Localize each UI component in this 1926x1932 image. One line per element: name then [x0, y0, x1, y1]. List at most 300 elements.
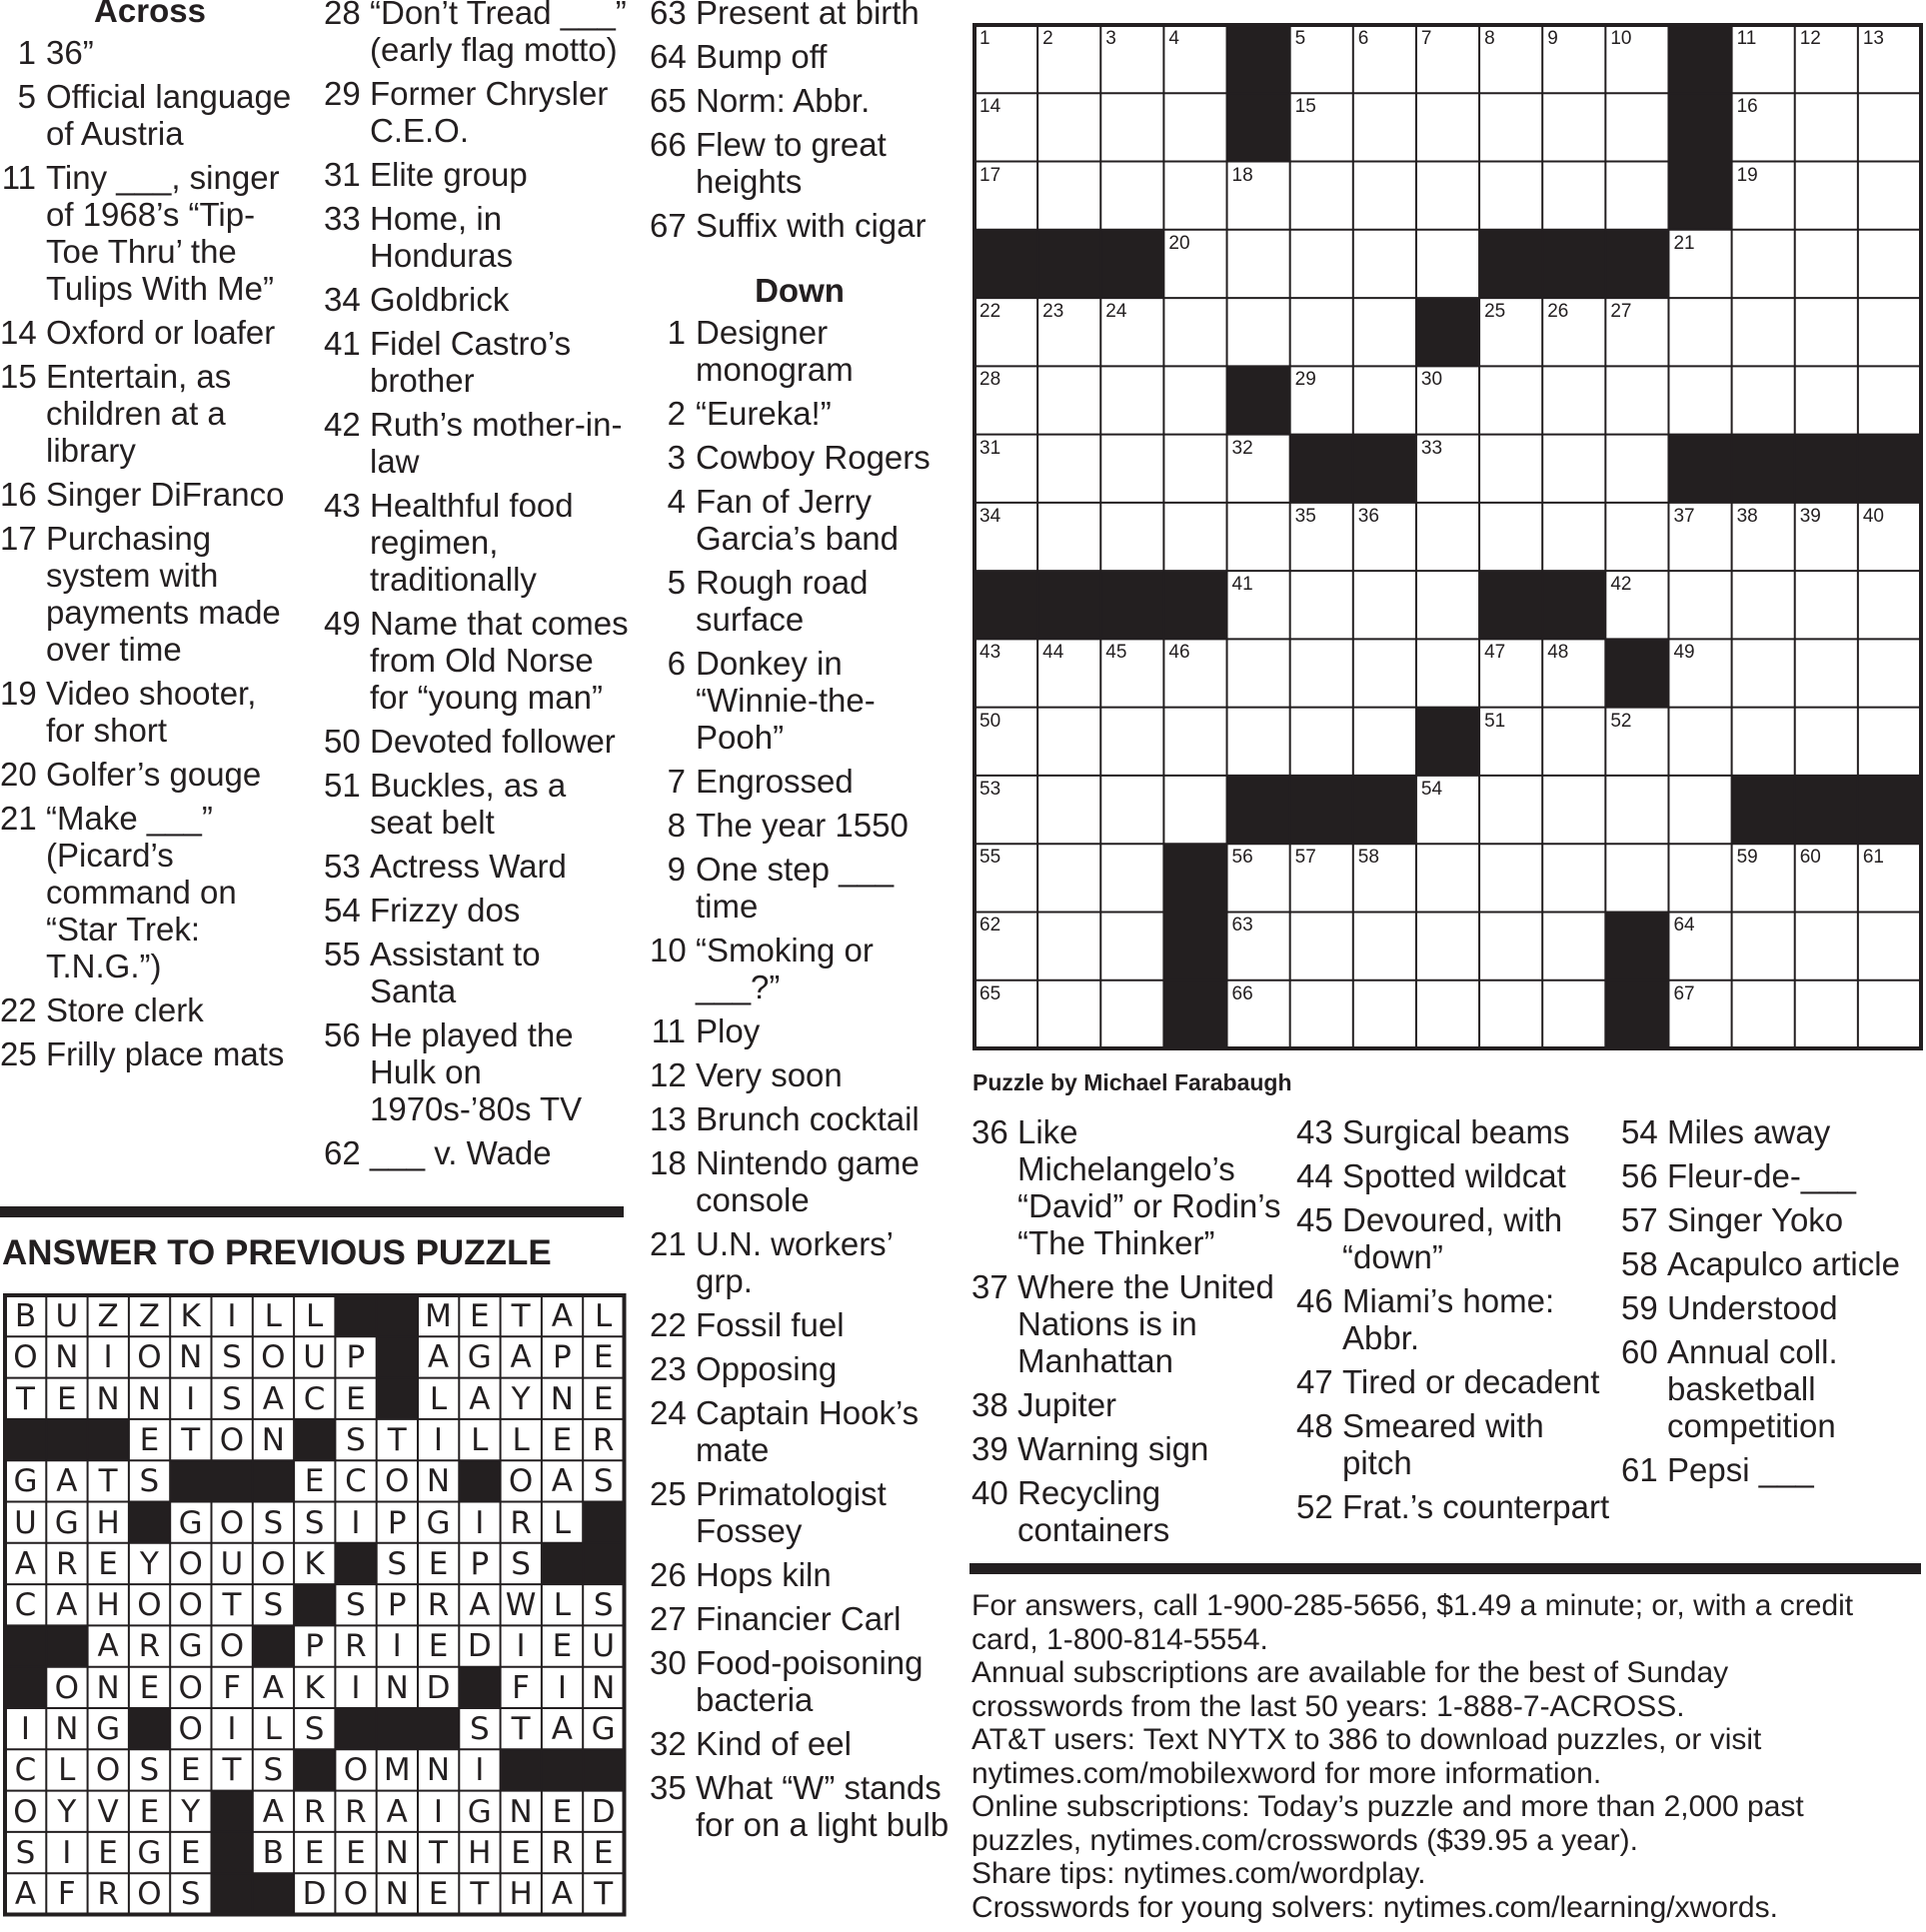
answer-letter: I: [475, 1504, 485, 1541]
clue-text: Official language of Austria: [46, 78, 292, 152]
answer-letter: T: [98, 1463, 118, 1500]
answer-letter: P: [387, 1504, 407, 1541]
clue-item: [1621, 1245, 1921, 1282]
answer-letter: E: [304, 1463, 325, 1500]
clue-item: [324, 605, 634, 716]
clue-text: Buckles, as a seat belt: [370, 767, 567, 841]
black-square: [1163, 571, 1226, 639]
clue-text: 36”: [46, 34, 94, 71]
answer-letter: I: [227, 1298, 237, 1334]
clue-item: [324, 0, 634, 68]
clue-text: Flew to great heights: [696, 126, 887, 200]
clue-number: 38: [971, 1386, 1008, 1423]
black-square: [5, 1667, 46, 1708]
answer-letter: A: [551, 1876, 573, 1913]
clue-number: 43: [1296, 1113, 1333, 1150]
grid-cell-number: 40: [1862, 505, 1884, 527]
answer-letter: I: [351, 1669, 361, 1706]
answer-letter: D: [302, 1876, 327, 1913]
clue-text: Annual coll. basketball competition: [1667, 1333, 1838, 1444]
answer-letter: R: [592, 1421, 615, 1458]
clue-number: 29: [324, 75, 361, 112]
clue-item: [650, 1056, 950, 1093]
grid-cell-number: 59: [1736, 847, 1758, 869]
black-square: [253, 1460, 294, 1501]
answer-letter: T: [511, 1298, 531, 1334]
clue-item: [650, 207, 950, 244]
clue-item: [650, 1394, 950, 1468]
grid-cell-number: 58: [1357, 847, 1379, 869]
answer-letter: N: [385, 1876, 409, 1913]
clue-number: 8: [667, 807, 686, 844]
grid-cell-number: 34: [979, 505, 1001, 527]
black-square: [583, 1543, 624, 1584]
black-square: [1668, 435, 1731, 503]
clue-number: 56: [1621, 1157, 1658, 1194]
clue-number: 18: [650, 1144, 687, 1181]
answer-letter: E: [180, 1752, 201, 1789]
clue-text: Nintendo game console: [696, 1144, 920, 1218]
answer-letter: E: [139, 1793, 160, 1830]
answer-letter: A: [262, 1380, 284, 1417]
info-line: Annual subscriptions are available for the best of Sunday: [971, 1656, 1729, 1689]
black-square: [212, 1832, 253, 1873]
answer-letter: B: [262, 1834, 284, 1871]
clue-number: 22: [650, 1306, 687, 1343]
answer-letter: E: [98, 1834, 118, 1871]
clue-text: Kind of eel: [696, 1725, 852, 1762]
clue-text: The year 1550: [696, 807, 909, 844]
clue-number: 49: [324, 605, 361, 642]
grid-cell-number: 27: [1610, 301, 1632, 323]
answer-letter: Y: [181, 1793, 201, 1830]
clue-number: 9: [667, 851, 686, 888]
answer-letter: R: [97, 1876, 119, 1913]
clue-item: [324, 487, 634, 598]
grid-cell-number: 2: [1042, 28, 1053, 49]
clue-number: 64: [650, 38, 687, 75]
answer-letter: E: [57, 1380, 77, 1417]
answer-letter: E: [552, 1421, 573, 1458]
grid-cell-number: 24: [1105, 301, 1127, 323]
answer-letter: U: [592, 1628, 616, 1665]
clue-item: [650, 1350, 950, 1387]
clue-text: Fidel Castro’s brother: [370, 325, 572, 399]
clue-number: 56: [324, 1016, 361, 1053]
answer-letter: L: [471, 1421, 489, 1458]
answer-letter: N: [179, 1339, 203, 1376]
clue-item: [1296, 1157, 1616, 1194]
grid-cell-number: 52: [1610, 710, 1632, 732]
answer-letter: I: [516, 1628, 526, 1665]
grid-cell-number: 56: [1231, 847, 1253, 869]
black-square: [1479, 571, 1542, 639]
clue-number: 36: [971, 1113, 1008, 1150]
answer-letter: N: [261, 1421, 285, 1458]
grid-cell-number: 49: [1673, 642, 1695, 664]
answer-letter: E: [139, 1421, 160, 1458]
clue-item: [324, 200, 634, 274]
across-down-clues-column: [650, 0, 950, 1850]
clue-text: Frat.’s counterpart: [1342, 1488, 1610, 1525]
grid-cell-number: 41: [1231, 574, 1253, 596]
grid-cell-number: 6: [1357, 28, 1369, 49]
black-square: [1858, 776, 1921, 844]
black-square: [418, 1708, 459, 1749]
black-square: [1227, 93, 1290, 161]
clue-number: 5: [667, 564, 686, 601]
clue-item: [0, 159, 300, 307]
answer-letter: O: [13, 1339, 38, 1376]
clue-text: Video shooter, for short: [46, 675, 257, 749]
clue-text: Suffix with cigar: [696, 207, 927, 244]
answer-letter: U: [14, 1504, 37, 1541]
clue-item: [650, 1600, 950, 1637]
answer-letter: S: [593, 1463, 614, 1500]
grid-cell-number: 54: [1420, 778, 1443, 800]
grid-cell-number: 17: [979, 164, 1001, 186]
answer-letter: I: [227, 1711, 237, 1747]
answer-letter: O: [13, 1793, 38, 1830]
clue-number: 45: [1296, 1201, 1333, 1238]
down-clues-column-2: [971, 1113, 1291, 1555]
answer-letter: O: [343, 1876, 369, 1913]
answer-letter: O: [508, 1463, 534, 1500]
clue-number: 27: [650, 1600, 687, 1637]
answer-letter: N: [385, 1669, 409, 1706]
clue-text: Smeared with pitch: [1342, 1407, 1544, 1481]
black-square: [1668, 162, 1731, 230]
clue-text: Opposing: [696, 1350, 838, 1387]
clue-item: [650, 1100, 950, 1137]
clue-item: [324, 1016, 634, 1127]
divider-rule: [0, 1206, 624, 1217]
clue-text: Oxford or loafer: [46, 314, 276, 351]
black-square: [1290, 776, 1353, 844]
black-square: [1227, 25, 1290, 93]
clue-list: [971, 1113, 1291, 1548]
answer-letter: I: [392, 1628, 402, 1665]
black-square: [542, 1749, 583, 1790]
answer-letter: G: [426, 1504, 451, 1541]
clue-text: Frilly place mats: [46, 1035, 285, 1072]
clue-number: 60: [1621, 1333, 1658, 1370]
clue-item: [1296, 1201, 1616, 1275]
black-square: [253, 1625, 294, 1666]
clue-text: Designer monogram: [696, 314, 854, 388]
clue-text: Present at birth: [696, 0, 920, 31]
answer-letter: I: [103, 1339, 113, 1376]
clue-text: Former Chrysler C.E.O.: [370, 75, 609, 149]
answer-letter: C: [14, 1587, 37, 1624]
clue-text: Rough road surface: [696, 564, 869, 638]
answer-letter: S: [263, 1752, 284, 1789]
clue-number: 12: [650, 1056, 687, 1093]
answer-letter: F: [57, 1876, 76, 1913]
black-square: [459, 1460, 500, 1501]
clue-text: Surgical beams: [1342, 1113, 1570, 1150]
clue-text: Miami’s home: Abbr.: [1342, 1282, 1555, 1356]
answer-letter: O: [178, 1545, 203, 1582]
clue-item: [650, 0, 950, 31]
answer-letter: A: [56, 1587, 78, 1624]
answer-letter: L: [595, 1298, 613, 1334]
clue-number: 59: [1621, 1289, 1658, 1326]
grid-cell-number: 10: [1610, 28, 1632, 49]
clue-number: 54: [324, 892, 361, 929]
answer-letter: I: [475, 1752, 485, 1789]
clue-item: [650, 564, 950, 638]
clue-item: [0, 314, 300, 351]
black-square: [129, 1708, 170, 1749]
answer-letter: O: [219, 1628, 245, 1665]
answer-letter: O: [384, 1463, 410, 1500]
answer-letter: S: [304, 1711, 325, 1747]
clue-number: 51: [324, 767, 361, 804]
clue-number: 35: [650, 1769, 687, 1806]
answer-letter: I: [433, 1421, 444, 1458]
answer-letter: Y: [139, 1545, 159, 1582]
clue-number: 25: [0, 1035, 37, 1072]
clue-number: 20: [0, 756, 37, 793]
clue-number: 21: [0, 800, 37, 837]
clue-item: [1621, 1201, 1921, 1238]
clue-text: Cowboy Rogers: [696, 439, 931, 476]
answer-letter: A: [56, 1463, 78, 1500]
black-square: [542, 1543, 583, 1584]
clue-text: Bump off: [696, 38, 828, 75]
answer-letter: G: [137, 1834, 162, 1871]
answer-letter: F: [223, 1669, 241, 1706]
answer-letter: B: [14, 1298, 37, 1334]
clue-list: [1296, 1113, 1616, 1525]
black-square: [88, 1419, 129, 1460]
clue-number: 28: [324, 0, 361, 31]
answer-letter: I: [557, 1669, 567, 1706]
answer-letter: M: [425, 1298, 452, 1334]
clue-number: 39: [971, 1430, 1008, 1467]
answer-letter: S: [222, 1380, 242, 1417]
clue-item: [971, 1474, 1291, 1548]
clue-number: 11: [1, 159, 36, 196]
clue-item: [650, 1769, 950, 1843]
down-clues-column-4: [1621, 1113, 1921, 1495]
answer-letter: E: [593, 1339, 614, 1376]
grid-cell-number: 55: [979, 847, 1001, 869]
answer-letter: A: [14, 1876, 37, 1913]
answer-letter: C: [345, 1463, 367, 1500]
answer-letter: T: [222, 1752, 242, 1789]
clue-text: Jupiter: [1017, 1386, 1117, 1423]
answer-letter: S: [346, 1587, 366, 1624]
info-line: nytimes.com/mobilexword for more information.: [971, 1756, 1602, 1790]
clue-text: Tired or decadent: [1342, 1363, 1600, 1400]
answer-letter: S: [180, 1876, 201, 1913]
black-square: [294, 1749, 335, 1790]
clue-item: [0, 34, 300, 71]
answer-letter: A: [97, 1628, 119, 1665]
grid-cell-number: 1: [979, 28, 990, 49]
clue-list: [650, 314, 950, 1843]
clue-text: Assistant to Santa: [370, 936, 541, 1009]
grid-cell-number: 4: [1168, 28, 1179, 49]
black-square: [974, 571, 1037, 639]
clue-item: [650, 1644, 950, 1718]
clue-item: [1296, 1363, 1616, 1400]
clue-item: [0, 520, 300, 668]
clue-number: 1: [667, 314, 686, 351]
answer-letter: L: [58, 1752, 76, 1789]
answer-letter: E: [139, 1669, 160, 1706]
answer-letter: G: [13, 1463, 38, 1500]
clue-number: 21: [650, 1225, 687, 1262]
clue-item: [324, 406, 634, 480]
black-square: [974, 230, 1037, 298]
clue-number: 22: [0, 991, 37, 1028]
answer-letter: E: [428, 1876, 449, 1913]
answer-letter: L: [429, 1380, 448, 1417]
answer-letter: V: [97, 1793, 119, 1830]
grid-cell-number: 38: [1736, 505, 1758, 527]
clue-item: [650, 1306, 950, 1343]
answer-letter: N: [426, 1752, 451, 1789]
clue-text: Hops kiln: [696, 1556, 832, 1593]
clue-text: “Smoking or ___?”: [696, 932, 874, 1005]
clue-number: 37: [971, 1268, 1008, 1305]
crossword-grid-lines: [972, 23, 1923, 1050]
clue-text: One step ___ time: [696, 851, 895, 925]
answer-letter: G: [96, 1711, 121, 1747]
clue-number: 42: [324, 406, 361, 443]
grid-cell-number: 53: [979, 778, 1001, 800]
grid-cell-number: 26: [1547, 301, 1569, 323]
answer-letter: S: [222, 1339, 242, 1376]
answer-letter: S: [15, 1834, 36, 1871]
answer-letter: K: [304, 1669, 325, 1706]
clue-item: [1621, 1333, 1921, 1444]
grid-cell-number: 44: [1042, 642, 1064, 664]
grid-cell-number: 18: [1231, 164, 1253, 186]
answer-letter: A: [469, 1380, 491, 1417]
black-square: [377, 1295, 418, 1336]
clue-list: [1621, 1113, 1921, 1488]
black-square: [335, 1708, 376, 1749]
black-square: [1290, 435, 1353, 503]
answer-letter: N: [137, 1380, 161, 1417]
clue-number: 52: [1296, 1488, 1333, 1525]
clue-number: 16: [0, 476, 37, 513]
black-square: [1416, 298, 1479, 366]
black-square: [1605, 912, 1668, 979]
grid-cell-number: 48: [1547, 642, 1569, 664]
clue-number: 61: [1621, 1451, 1658, 1488]
grid-cell-number: 15: [1294, 96, 1316, 118]
clue-item: [0, 78, 300, 152]
answer-letter: A: [551, 1711, 573, 1747]
clue-number: 34: [324, 281, 361, 318]
clue-number: 33: [324, 200, 361, 237]
answer-letter: S: [511, 1545, 531, 1582]
clue-text: Captain Hook’s mate: [696, 1394, 920, 1468]
black-square: [1732, 435, 1795, 503]
grid-cell-number: 19: [1736, 164, 1758, 186]
grid-cell-number: 37: [1673, 505, 1695, 527]
answer-letter: E: [593, 1380, 614, 1417]
clue-item: [650, 1225, 950, 1299]
clue-text: Ruth’s mother-in-law: [370, 406, 623, 480]
clue-number: 44: [1296, 1157, 1333, 1194]
black-square: [583, 1502, 624, 1543]
answer-letter: R: [345, 1628, 367, 1665]
black-square: [1605, 639, 1668, 707]
black-square: [46, 1419, 87, 1460]
black-square: [129, 1502, 170, 1543]
answer-letter: N: [96, 1380, 120, 1417]
answer-letter: M: [383, 1752, 411, 1789]
grid-cell-number: 65: [979, 982, 1001, 1004]
info-line: crosswords from the last 50 years: 1-888-7-ACROSS.: [971, 1689, 1685, 1723]
black-square: [1100, 230, 1163, 298]
clue-number: 24: [650, 1394, 687, 1431]
clue-number: 25: [650, 1475, 687, 1512]
answer-letter: O: [137, 1587, 162, 1624]
black-square: [253, 1873, 294, 1914]
clue-number: 54: [1621, 1113, 1658, 1150]
grid-cell-number: 9: [1547, 28, 1558, 49]
answer-letter: W: [505, 1587, 537, 1624]
clue-text: Devoted follower: [370, 723, 616, 760]
clue-text: “Eureka!”: [696, 395, 832, 432]
black-square: [1163, 912, 1226, 979]
answer-letter: I: [351, 1504, 361, 1541]
black-square: [377, 1708, 418, 1749]
clue-number: 17: [0, 520, 37, 557]
answer-letter: I: [62, 1834, 72, 1871]
clue-item: [650, 1725, 950, 1762]
answer-letter: G: [54, 1504, 79, 1541]
answer-letter: G: [467, 1339, 492, 1376]
answer-letter: O: [137, 1876, 162, 1913]
answer-letter: S: [304, 1504, 325, 1541]
answer-letter: O: [178, 1587, 203, 1624]
info-line: puzzles, nytimes.com/crosswords ($39.95 a year).: [971, 1823, 1638, 1857]
clue-text: Miles away: [1667, 1113, 1831, 1150]
clue-item: [650, 439, 950, 476]
clue-item: [1296, 1282, 1616, 1356]
clue-item: [1296, 1488, 1616, 1525]
clue-text: Purchasing system with payments made over time: [46, 520, 281, 668]
answer-letter: G: [178, 1504, 203, 1541]
grid-cell-number: 60: [1799, 847, 1821, 869]
answer-letter: S: [387, 1545, 408, 1582]
clue-text: Warning sign: [1017, 1430, 1209, 1467]
clue-item: [324, 325, 634, 399]
black-square: [294, 1584, 335, 1625]
clue-text: Financier Carl: [696, 1600, 902, 1637]
black-square: [1795, 776, 1858, 844]
answer-letter: E: [346, 1834, 366, 1871]
clue-item: [324, 75, 634, 149]
crossword-grid[interactable]: [972, 23, 1923, 1050]
clue-item: [324, 156, 634, 193]
black-square: [1732, 776, 1795, 844]
clue-item: [971, 1113, 1291, 1261]
black-square: [1100, 571, 1163, 639]
clue-text: Spotted wildcat: [1342, 1157, 1566, 1194]
grid-cell-number: 31: [979, 437, 1001, 459]
answer-letter: A: [510, 1339, 532, 1376]
answer-letter: O: [137, 1339, 162, 1376]
